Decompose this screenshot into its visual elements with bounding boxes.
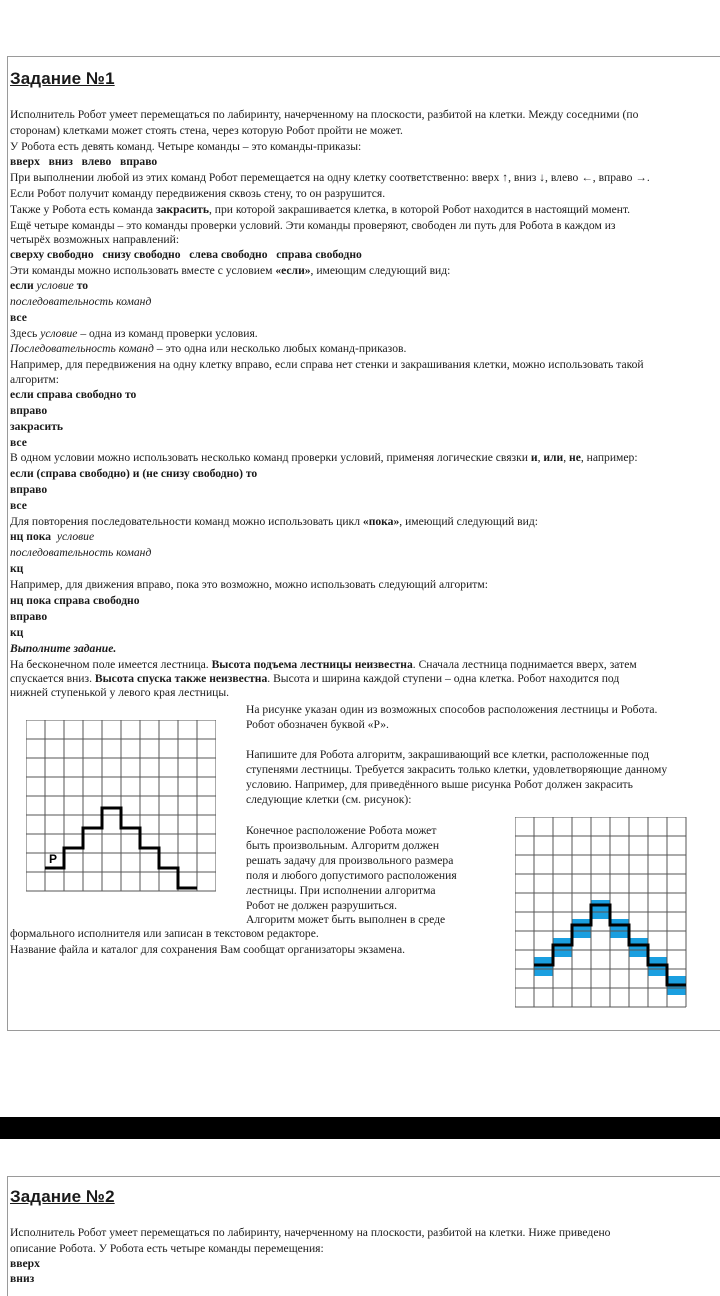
if-end: все [10,311,27,324]
staircase-figure [26,720,216,913]
here-desc: Здесь условие – одна из команд проверки условия. [10,327,258,340]
code-line: если (справа свободно) и (не снизу свободно) то [10,467,258,480]
final-text-line: быть произвольным. Алгоритм должен [246,839,440,852]
example1-line: Например, для передвижения на одну клетку вправо, если справа нет стенки и закрашивания клетки, можно использовать такой [10,358,644,371]
command-line: вверх [10,1257,40,1270]
final-text-line: Конечное расположение Робота может [246,824,437,837]
page-separator [0,1117,720,1139]
task2-page [7,1176,720,1296]
task1-title: Задание №1 [10,69,115,88]
code-line: если справа свободно то [10,388,137,401]
cond-commands: сверху свободно снизу свободно слева свободно справа свободно [10,248,362,261]
final-text-line: лестницы. При исполнении алгоритма [246,884,436,897]
intro-line: сторонам) клетками может стоять стена, через которую Робот пройти не может. [10,124,403,137]
field-line: На бесконечном поле имеется лестница. Высота подъема лестницы неизвестна. Сначала лестница поднимается вверх, затем [10,658,637,671]
do-task-heading: Выполните задание. [10,642,117,655]
logic-desc: В одном условии можно использовать несколько команд проверки условий, применяя логические связки и, или, не, например: [10,451,638,464]
painted-cell [553,938,572,957]
move-desc-line: Если Робот получит команду передвижения сквозь стену, то он разрушится. [10,187,386,200]
code-line: все [10,499,27,512]
final-text-line: поля и любого допустимого расположения [246,869,457,882]
painted-cell [610,919,629,938]
field-line: нижней ступенькой у левого края лестницы. [10,686,230,699]
painted-cell [591,900,610,919]
intro-line: описание Робота. У Робота есть четыре команды перемещения: [10,1242,324,1255]
loop-syntax: нц пока условие [10,530,95,543]
if-syntax: если условие то [10,279,89,292]
intro-line: Исполнитель Робот умеет перемещаться по лабиринту, начерченному на плоскости, разбитой на клетки. Ниже приведено [10,1226,611,1239]
write-text-line: условию. Например, для приведённого выше рисунка Робот должен закрасить [246,778,633,791]
fig-text-line: Робот обозначен буквой «Р». [246,718,389,731]
write-text-line: ступенями лестницы. Требуется закрасить только клетки, удовлетворяющие данному [246,763,668,776]
move-desc-line: При выполнении любой из этих команд Робот перемещается на одну клетку соответственно: вверх ↑, вниз ↓, влево ←, вправо →. [10,171,650,184]
loop-seq: последовательность команд [10,546,152,559]
code-line: вправо [10,404,48,417]
painted-cell [572,919,591,938]
final-text-line: решать задачу для произвольного размера [246,854,454,867]
robot-marker: Р [49,852,58,866]
code-line: закрасить [10,420,64,433]
loop-desc: Для повторения последовательности команд можно использовать цикл «пока», имеющий следующий вид: [10,515,538,528]
example2-line: Например, для движения вправо, пока это возможно, можно использовать следующий алгоритм: [10,578,488,591]
fig-text-line: На рисунке указан один из возможных способов расположения лестницы и Робота. [246,703,658,716]
loop-end: кц [10,562,24,575]
seq-def: Последовательность команд – это одна или несколько любых команд-приказов. [10,342,407,355]
paint-desc: Также у Робота есть команда закрасить, при которой закрашивается клетка, в которой Робот находится в настоящий момент. [10,203,631,216]
exec-line: формального исполнителя или записан в текстовом редакторе. [10,927,319,940]
code-line: все [10,436,27,449]
write-text-line: Напишите для Робота алгоритм, закрашивающий все клетки, расположенные под [246,748,650,761]
task1-page [7,56,720,1031]
if-desc: Эти команды можно использовать вместе с условием «если», имеющим следующий вид: [10,264,451,277]
exec-line: Алгоритм может быть выполнен в среде [246,913,446,926]
intro-line: Исполнитель Робот умеет перемещаться по лабиринту, начерченному на плоскости, разбитой на клетки. Между соседними (по [10,108,639,121]
code-line: нц пока справа свободно [10,594,140,607]
move-commands: вверх вниз влево вправо [10,155,158,168]
example1-line: алгоритм: [10,373,59,386]
code-line: кц [10,626,24,639]
solution-figure [515,817,695,1015]
cond-desc-line: Ещё четыре команды – это команды проверки условий. Эти команды проверяют, свободен ли путь для Робота в каждом из [10,219,616,232]
code-line: вправо [10,610,48,623]
if-seq: последовательность команд [10,295,152,308]
code-line: вправо [10,483,48,496]
final-text-line: Робот не должен разрушиться. [246,899,397,912]
command-line: вниз [10,1272,35,1285]
intro-line: У Робота есть девять команд. Четыре команды – это команды-приказы: [10,140,362,153]
cond-desc-line: четырёх возможных направлений: [10,233,180,246]
write-text-line: следующие клетки (см. рисунок): [246,793,412,806]
field-line: спускается вниз. Высота спуска также неизвестна. Высота и ширина каждой ступени – одна клетка. Робот находится под [10,672,620,685]
painted-cell [629,938,648,957]
file-line: Название файла и каталог для сохранения Вам сообщат организаторы экзамена. [10,943,406,956]
task2-title: Задание №2 [10,1187,115,1206]
